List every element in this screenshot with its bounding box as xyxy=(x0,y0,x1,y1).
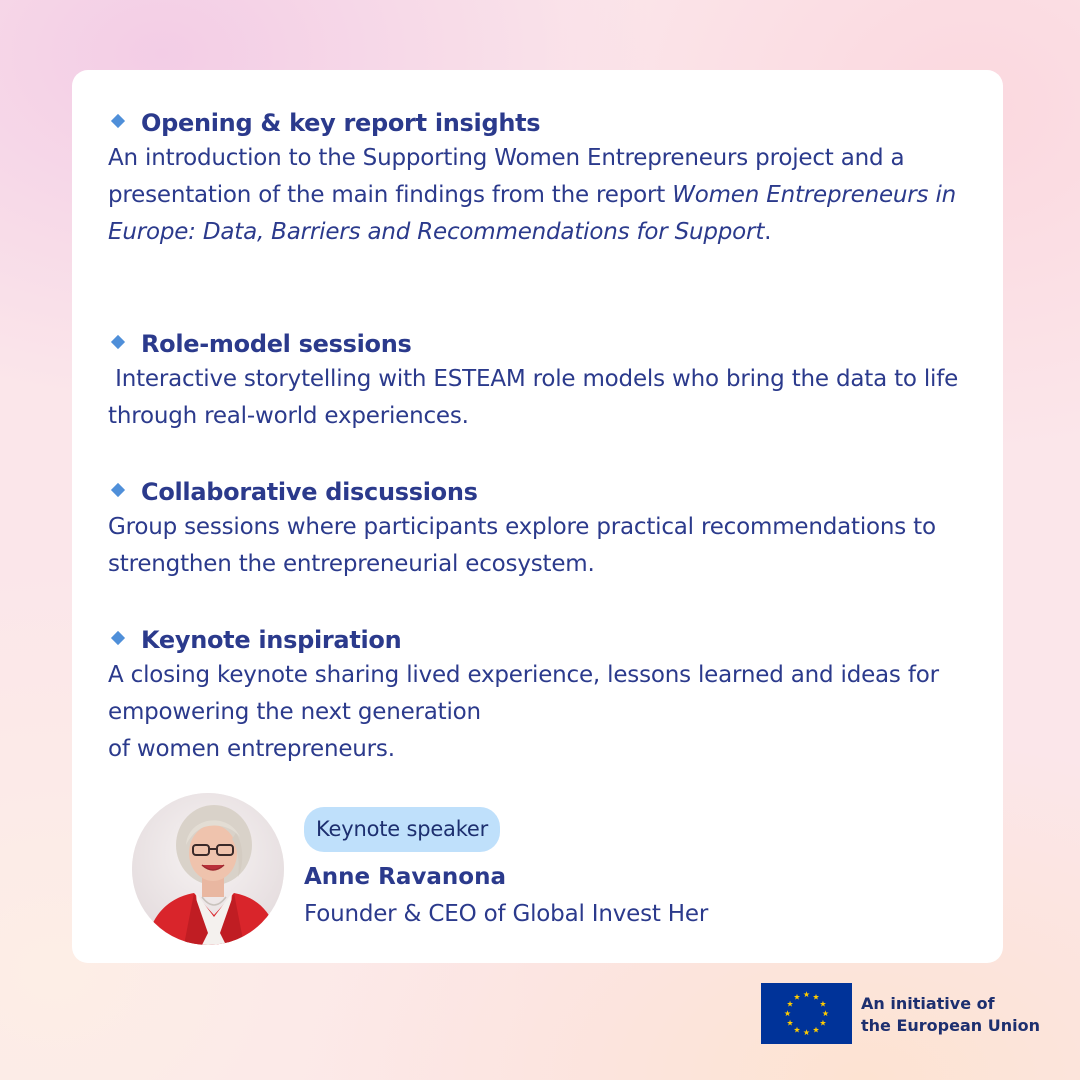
eu-stars-icon xyxy=(761,983,852,1044)
speaker-role: Founder & CEO of Global Invest Her xyxy=(304,901,709,927)
speaker-photo xyxy=(132,793,284,945)
diamond-bullet-icon xyxy=(111,114,125,128)
eu-flag-icon xyxy=(761,983,852,1044)
diamond-bullet-icon xyxy=(111,631,125,645)
eu-star xyxy=(787,1001,793,1007)
section-heading xyxy=(108,327,978,361)
eu-star xyxy=(820,1020,826,1026)
eu-star xyxy=(813,1027,819,1033)
agenda-card xyxy=(72,70,1003,963)
section-body: Group sessions where participants explore practical recommendations to strengthen the entrepreneurial ecosystem. xyxy=(108,514,936,577)
section-heading xyxy=(108,623,978,657)
eu-star xyxy=(787,1020,793,1026)
agenda-section-keynote xyxy=(108,623,978,768)
agenda-section-discussions xyxy=(108,475,978,583)
eu-star xyxy=(803,991,809,997)
section-body-line: of women entrepreneurs. xyxy=(108,736,395,762)
agenda-section-opening xyxy=(108,106,978,251)
speaker-portrait-illustration xyxy=(132,793,284,945)
section-body xyxy=(108,657,978,768)
section-body-end: . xyxy=(764,219,772,245)
section-heading-text: Opening & key report insights xyxy=(141,109,541,137)
eu-initiative-line: the European Union xyxy=(861,1016,1040,1035)
eu-star xyxy=(784,1010,790,1016)
section-heading xyxy=(108,106,978,140)
agenda-section-role-model xyxy=(108,327,978,435)
eu-star xyxy=(794,994,800,1000)
section-body-text: An introduction to the Supporting Women Entrepreneurs project and a presentation of the main findings from the report xyxy=(108,145,905,208)
diamond-bullet-icon xyxy=(111,335,125,349)
section-body xyxy=(108,140,978,251)
keynote-speaker-badge: Keynote speaker xyxy=(304,807,500,852)
diamond-bullet-icon xyxy=(111,483,125,497)
eu-star xyxy=(803,1029,809,1035)
eu-initiative-line: An initiative of xyxy=(861,994,995,1013)
eu-initiative-label xyxy=(861,993,1040,1037)
section-heading-text: Collaborative discussions xyxy=(141,478,478,506)
section-body-line: A closing keynote sharing lived experience, lessons learned and ideas for empowering the next generation xyxy=(108,662,939,725)
eu-star xyxy=(813,994,819,1000)
eu-star xyxy=(820,1001,826,1007)
section-heading-text: Role-model sessions xyxy=(141,330,412,358)
section-heading-text: Keynote inspiration xyxy=(141,626,402,654)
report-title: Women Entrepreneurs in Europe: Data, Barriers and Recommendations for Support xyxy=(108,182,957,245)
eu-star xyxy=(794,1027,800,1033)
eu-star xyxy=(822,1010,828,1016)
section-body: Interactive storytelling with ESTEAM role models who bring the data to life through real-world experiences. xyxy=(108,366,966,429)
speaker-name: Anne Ravanona xyxy=(304,864,506,890)
section-heading xyxy=(108,475,978,509)
